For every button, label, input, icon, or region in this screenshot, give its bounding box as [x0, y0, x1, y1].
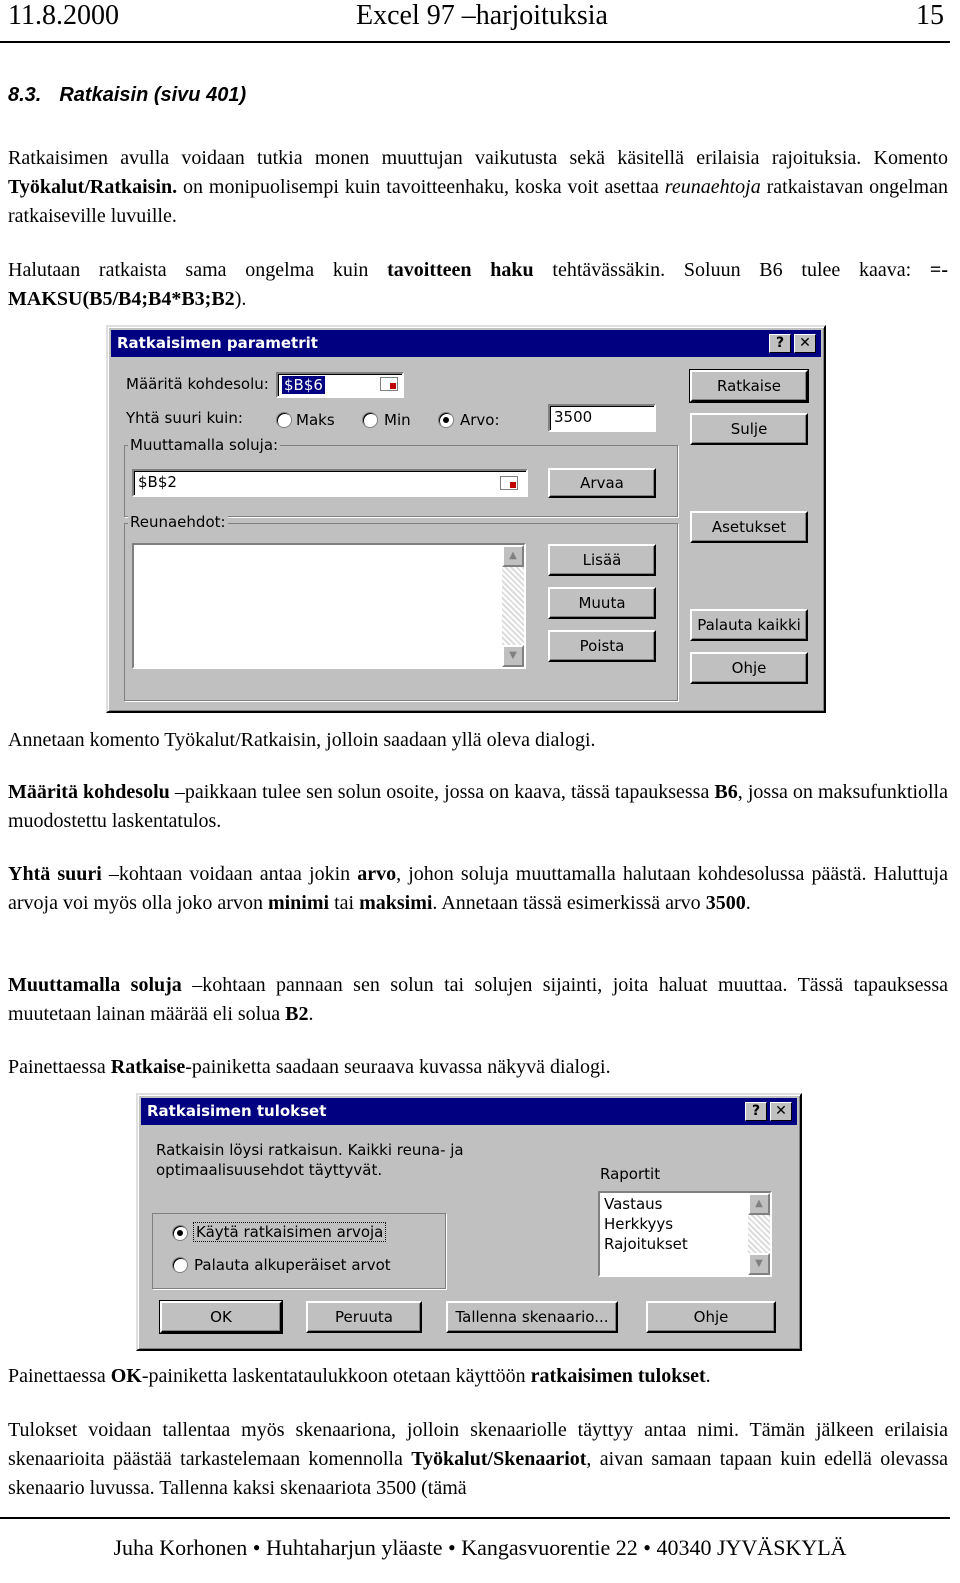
result-message-line1: Ratkaisin löysi ratkaisun. Kaikki reuna- ja	[156, 1141, 464, 1159]
list-item[interactable]: Herkkyys	[604, 1215, 674, 1233]
reset-all-button[interactable]: Palauta kaikki	[690, 609, 808, 641]
dialog-titlebar	[111, 330, 821, 357]
dialog-titlebar	[141, 1098, 797, 1125]
close-icon[interactable]: ✕	[770, 1102, 792, 1121]
term: ratkaisimen tulokset	[530, 1365, 706, 1387]
constraints-label: Reunaehdot:	[130, 513, 226, 531]
text: .	[745, 892, 751, 914]
target-cell-paragraph	[8, 778, 948, 836]
result-message-line2: optimaalisuusehdot täyttyvät.	[156, 1161, 383, 1179]
text: –paikkaan tulee sen solun osoite, jossa on kaava, tässä tapauksessa	[169, 781, 715, 803]
max-radio[interactable]	[276, 412, 292, 428]
restore-values-label: Palauta alkuperäiset arvot	[194, 1256, 391, 1274]
options-button[interactable]: Asetukset	[690, 511, 808, 543]
solve-paragraph	[8, 1053, 948, 1082]
add-button[interactable]: Lisää	[548, 544, 656, 576]
ok-paragraph	[8, 1362, 948, 1391]
scroll-up-icon[interactable]: ▲	[748, 1193, 770, 1215]
change-button[interactable]: Muuta	[548, 587, 656, 619]
constraints-list[interactable]	[132, 543, 526, 669]
text: Painettaessa	[8, 1056, 111, 1078]
term: Määritä kohdesolu	[8, 781, 170, 803]
text: on monipuolisempi kuin tavoitteenhaku, koska voit asettaa	[177, 176, 665, 198]
text: -painiketta laskentataulukkoon otetaan käyttöön	[141, 1365, 531, 1387]
text: Tulokset voidaan tallentaa myös skenaariona, jolloin skenaariolle täyttyy antaa nimi. Tämän jälkeen erilaisia skenaarioita päästää tarkastelemaan komennolla	[8, 1419, 948, 1470]
page-header	[0, 0, 948, 44]
formula-paragraph	[8, 256, 948, 314]
scroll-up-icon[interactable]: ▲	[502, 545, 524, 567]
value: 3500	[705, 892, 746, 914]
dialog-title: Ratkaisimen parametrit	[117, 334, 318, 352]
cancel-button[interactable]: Peruuta	[306, 1301, 422, 1333]
reports-list[interactable]	[598, 1191, 772, 1277]
help-button[interactable]: Ohje	[690, 652, 808, 684]
guess-button[interactable]: Arvaa	[548, 468, 656, 498]
value-radio[interactable]	[438, 412, 454, 428]
equal-to-label: Yhtä suuri kuin:	[126, 409, 243, 427]
help-icon[interactable]: ?	[769, 334, 791, 353]
cell-ref: B2	[285, 1003, 309, 1025]
text: .	[705, 1365, 711, 1387]
min-label: Min	[384, 411, 411, 429]
changing-cells-label: Muuttamalla soluja:	[130, 436, 279, 454]
help-button[interactable]: Ohje	[646, 1301, 776, 1333]
text: Painettaessa	[8, 1365, 111, 1387]
save-scenario-button[interactable]: Tallenna skenaario...	[446, 1301, 618, 1333]
text: . Annetaan tässä esimerkissä arvo	[432, 892, 706, 914]
scroll-down-icon[interactable]: ▼	[502, 645, 524, 667]
target-cell-value: $B$6	[284, 376, 323, 394]
term: Muuttamalla soluja	[8, 974, 182, 996]
header-rule	[0, 41, 950, 43]
section-name: Ratkaisin (sivu 401)	[59, 84, 247, 106]
text: , aivan samaan tapaan kuin edellä olevassa skenaario luvussa. Tallenna kaksi skenaariota 3500 (tämä	[8, 1448, 948, 1499]
dialog-title: Ratkaisimen tulokset	[147, 1102, 327, 1120]
restore-values-radio[interactable]	[172, 1257, 188, 1273]
ok-button[interactable]: OK	[160, 1301, 282, 1333]
keep-solution-label	[194, 1223, 385, 1241]
page-footer: Juha Korhonen • Huhtaharjun yläaste • Kangasvuorentie 22 • 40340 JYVÄSKYLÄ	[113, 1535, 847, 1560]
emphasis: tavoitteen haku	[387, 259, 534, 281]
value-label: Arvo:	[460, 411, 500, 429]
solve-button[interactable]: Ratkaise	[690, 370, 808, 402]
delete-button[interactable]: Poista	[548, 630, 656, 662]
list-item[interactable]: Rajoitukset	[604, 1235, 688, 1253]
scroll-down-icon[interactable]: ▼	[748, 1253, 770, 1275]
solver-results-dialog	[136, 1093, 802, 1351]
term: maksimi	[359, 892, 433, 914]
menu-command: Työkalut/Ratkaisin.	[8, 176, 178, 198]
text: , jossa on maksufunktiolla muodostettu laskentatulos.	[8, 781, 948, 832]
close-icon[interactable]: ✕	[794, 334, 816, 353]
section-title	[8, 84, 246, 107]
text: tai	[329, 892, 360, 914]
header-title: Excel 97 –harjoituksia	[356, 0, 608, 31]
collapse-dialog-icon[interactable]	[500, 476, 518, 490]
intro-paragraph	[8, 144, 948, 231]
header-date: 11.8.2000	[8, 0, 119, 31]
formula: =-MAKSU(B5/B4;B4*B3;B2	[8, 259, 948, 310]
keep-solution-text: Käytä ratkaisimen arvoja	[196, 1223, 384, 1241]
text: –kohtaan voidaan antaa jokin	[101, 863, 358, 885]
target-cell-label: Määritä kohdesolu:	[126, 375, 269, 393]
value-input[interactable]: 3500	[548, 404, 656, 432]
term: Yhtä suuri	[8, 863, 102, 885]
changing-cells-input[interactable]: $B$2	[132, 469, 528, 497]
dialog-caption-paragraph: Annetaan komento Työkalut/Ratkaisin, jolloin saadaan yllä oleva dialogi.	[8, 729, 596, 751]
text: -painiketta saadaan seuraava kuvassa näkyvä dialogi.	[185, 1056, 611, 1078]
constraints-scrollbar[interactable]	[502, 545, 524, 667]
text: –kohtaan pannaan sen solun tai solujen sijainti, joita haluat muuttaa. Tässä tapauksessa muutetaan lainan määrää eli solua	[8, 974, 948, 1025]
footer-rule	[0, 1517, 950, 1519]
equal-to-paragraph	[8, 860, 948, 918]
term: minimi	[267, 892, 330, 914]
close-button[interactable]: Sulje	[690, 413, 808, 445]
text: ratkaistavan ongelman ratkaiseville luvuille.	[8, 176, 948, 227]
min-radio[interactable]	[362, 412, 378, 428]
scenario-paragraph	[8, 1416, 948, 1503]
text: .	[308, 1003, 314, 1025]
emphasis: reunaehtoja	[664, 176, 761, 198]
changing-cells-paragraph	[8, 971, 948, 1029]
term: arvo	[357, 863, 397, 885]
reports-label: Raportit	[600, 1165, 661, 1183]
header-page-number: 15	[916, 0, 944, 31]
text: ).	[234, 288, 247, 310]
solver-parameters-dialog	[106, 325, 826, 713]
text: Ratkaisimen avulla voidaan tutkia monen muuttujan vaikutusta sekä käsitellä erilaisia rajoituksia. Komento	[8, 147, 948, 169]
text: , johon soluja muuttamalla halutaan kohdesolussa päästä. Haluttuja arvoja voi myös olla joko arvon	[8, 863, 948, 914]
text: Halutaan ratkaista sama ongelma kuin	[8, 259, 388, 281]
collapse-dialog-icon[interactable]	[380, 377, 398, 391]
term: OK	[110, 1365, 142, 1387]
list-item[interactable]: Vastaus	[604, 1195, 663, 1213]
term: Ratkaise	[110, 1056, 186, 1078]
text: tehtävässäkin. Soluun B6 tulee kaava:	[533, 259, 930, 281]
menu-command: Työkalut/Skenaariot	[411, 1448, 587, 1470]
cell-ref: B6	[714, 781, 738, 803]
help-icon[interactable]: ?	[745, 1102, 767, 1121]
max-label: Maks	[296, 411, 335, 429]
reports-scrollbar[interactable]	[748, 1193, 770, 1275]
keep-solution-radio[interactable]	[172, 1225, 188, 1241]
section-number: 8.3.	[8, 84, 42, 106]
